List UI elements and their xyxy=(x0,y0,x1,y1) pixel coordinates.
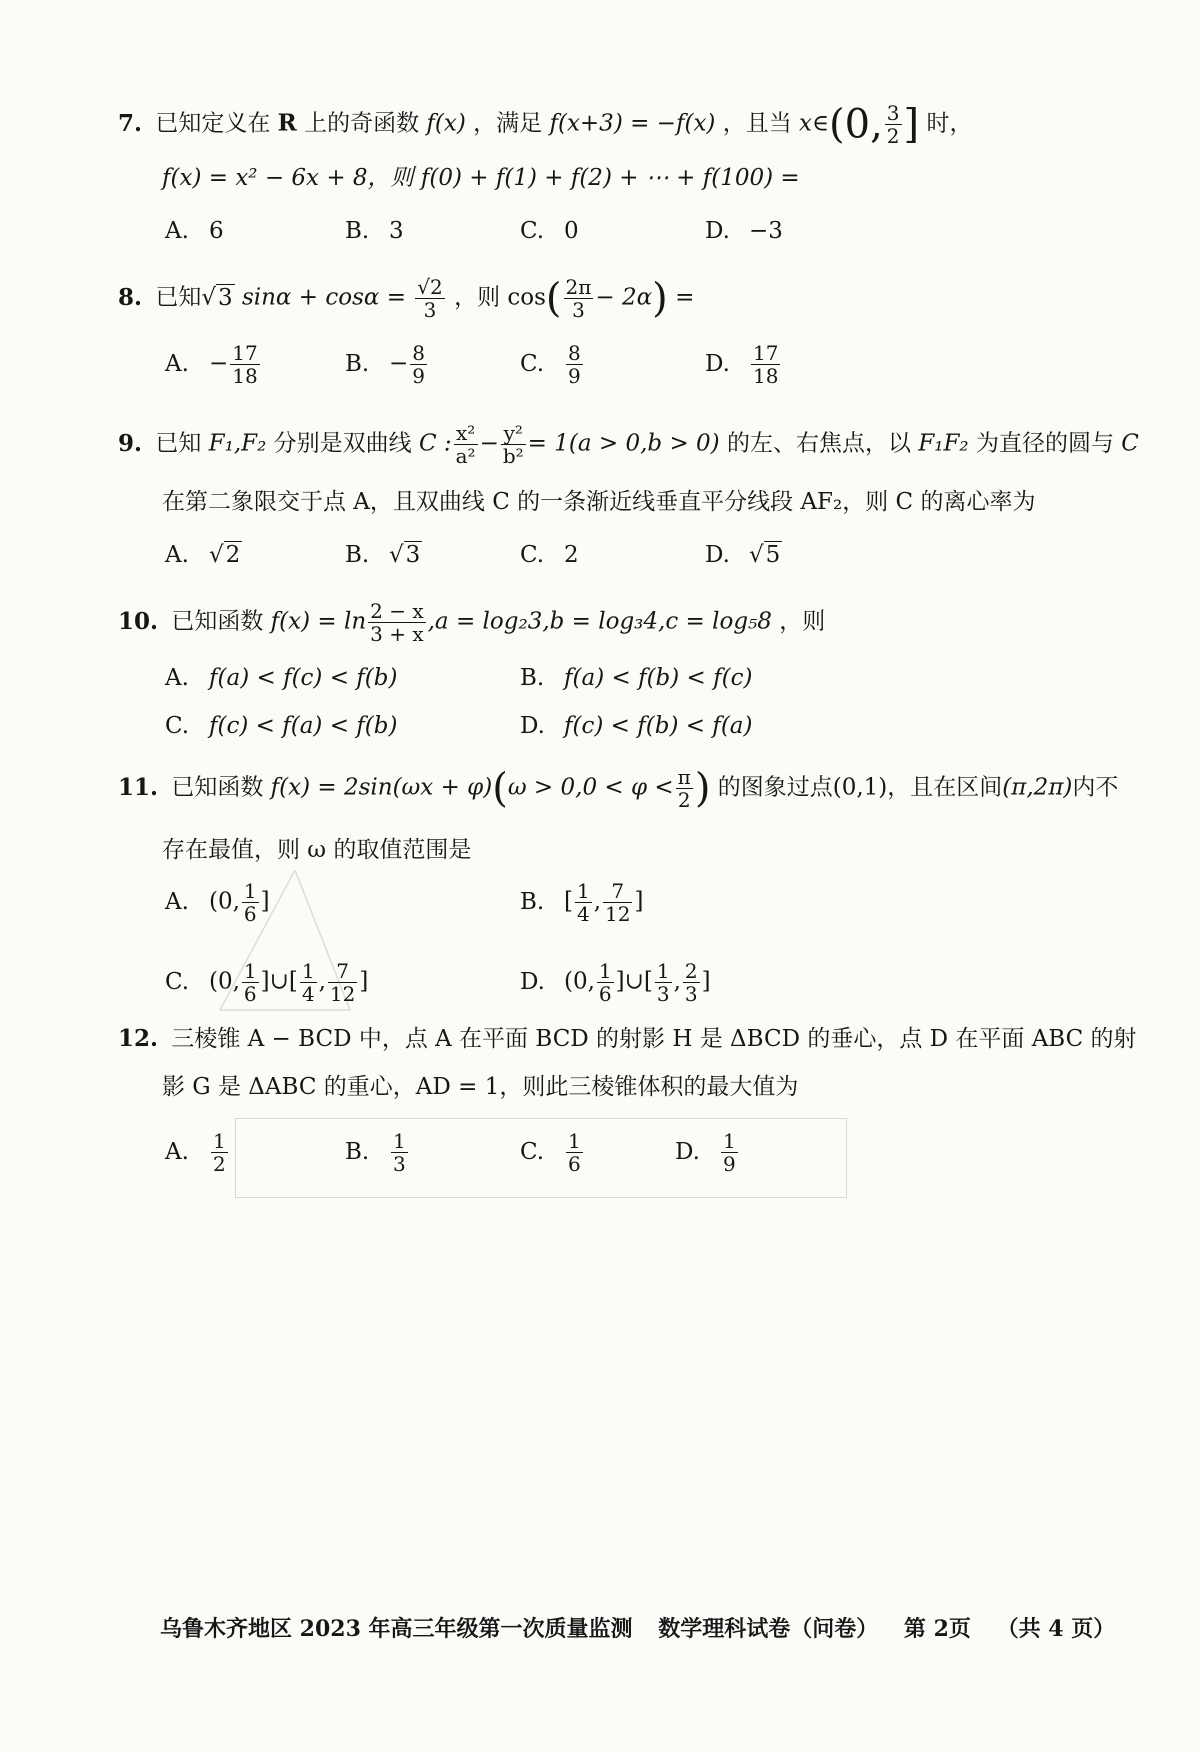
option-d[interactable]: D. −3 xyxy=(705,218,783,244)
option-b[interactable]: B. $\frac{1}{3}$ xyxy=(345,1129,406,1176)
option-d[interactable]: D. $\frac{17}{18}$ xyxy=(705,341,779,388)
fraction: $\frac{1}{4}$ xyxy=(301,959,315,1006)
question-number: 12. xyxy=(118,1025,159,1052)
question-9 xyxy=(118,421,1139,519)
option-c[interactable]: C. 0 xyxy=(520,218,579,244)
option-a[interactable]: A. f(a) < f(c) < f(b) xyxy=(165,665,398,691)
footer-exam-title: 乌鲁木齐地区 2023 年高三年级第一次质量监测 xyxy=(160,1616,633,1642)
page-footer xyxy=(160,1612,1116,1643)
fraction: $\frac{1}{3}$ xyxy=(656,959,670,1006)
option-a[interactable]: A. $\frac{1}{2}$ xyxy=(165,1129,226,1176)
fraction: $\frac{\text{x²}}{\text{a²}}$ xyxy=(455,421,476,468)
fraction: $\frac{1}{6}$ xyxy=(598,959,612,1006)
option-c[interactable]: C. f(c) < f(a) < f(b) xyxy=(165,713,398,739)
question-12-stem-line2: 影 G 是 ΔABC 的重心，AD = 1，则此三棱锥体积的最大值为 xyxy=(162,1074,799,1100)
fraction: $\frac{17}{18}$ xyxy=(232,341,258,388)
footer-total-pages: （共 4 页） xyxy=(996,1616,1116,1642)
fraction: $\frac{1}{6}$ xyxy=(243,959,257,1006)
question-10-stem: 10. 已知函数 f(x) = ln $\frac{2 - x}{3 + x}$ ,a = log₂3,b = log₃4,c = log₅8 ，则 xyxy=(118,599,826,646)
question-9-stem-line2: 在第二象限交于点 A，且双曲线 C 的一条渐近线垂直平分线段 AF₂，则 C 的离心率为 xyxy=(162,489,1036,515)
fraction: $\frac{7}{12}$ xyxy=(605,879,631,926)
fraction: $\frac{1}{2}$ xyxy=(213,1129,226,1176)
fraction: $\frac{2}{3}$ xyxy=(684,959,698,1006)
question-11-stem: 11. 已知函数 f(x) = 2sin(ωx + φ)(ω > 0,0 < φ < $\frac{\pi}{2}$ ) 的图象过点(0,1)，且在区间(π,2π)内不 xyxy=(118,765,1119,812)
fraction: $\frac{2 - x}{3 + x}$ xyxy=(370,599,424,646)
option-c[interactable]: C. $\frac{1}{6}$ xyxy=(520,1129,581,1176)
fraction: $\frac{1}{6}$ xyxy=(243,879,257,926)
option-b[interactable]: B. [ $\frac{1}{4}$ , $\frac{7}{12}$ ] xyxy=(520,879,644,926)
fraction: $\frac{\pi}{2}$ xyxy=(677,765,691,812)
question-9-stem: 9. 已知 F₁,F₂ 分别是双曲线 C : $\frac{\text{x²}}{\text{a²}}$ − $\frac{\text{y²}}{\text{b²}}$ = 1(a > 0,b > 0) 的左、右焦点，以 F₁F₂ 为直径的圆与 C xyxy=(118,421,1139,468)
option-d[interactable]: D. $\frac{1}{9}$ xyxy=(675,1129,736,1176)
question-number: 9. xyxy=(118,429,143,457)
option-c[interactable]: C. 2 xyxy=(520,542,579,568)
option-a[interactable]: A. − $\frac{17}{18}$ xyxy=(165,341,258,388)
fraction: $\frac{8}{9}$ xyxy=(412,341,426,388)
option-b[interactable]: B. 3 xyxy=(345,218,404,244)
fraction: $\frac{17}{18}$ xyxy=(753,341,779,388)
option-d[interactable]: D. √5 xyxy=(705,542,781,568)
fraction: $\frac{1}{3}$ xyxy=(393,1129,406,1176)
question-8-stem: 8. 已知√3 sinα + cosα = $\frac{√2}{3}$ ，则 cos( $\frac{2\pi}{3}$ − 2α) = xyxy=(118,275,695,322)
question-11-stem-line2: 存在最值，则 ω 的取值范围是 xyxy=(162,837,472,863)
option-b[interactable]: B. − $\frac{8}{9}$ xyxy=(345,341,426,388)
option-a[interactable]: A. √2 xyxy=(165,542,241,568)
fraction: $\frac{\text{y²}}{\text{b²}}$ xyxy=(502,421,524,468)
fraction: $\frac{8}{9}$ xyxy=(568,341,581,388)
option-a[interactable]: A. (0, $\frac{1}{6}$ ] xyxy=(165,879,270,926)
question-11 xyxy=(118,765,1119,867)
fraction: $\frac{7}{12}$ xyxy=(329,959,356,1006)
question-number: 10. xyxy=(118,607,159,635)
option-b[interactable]: B. √3 xyxy=(345,542,421,568)
question-number: 8. xyxy=(118,283,143,311)
question-12 xyxy=(118,1022,1137,1104)
fraction: $\frac{1}{6}$ xyxy=(568,1129,581,1176)
footer-page-number: 第 2页 xyxy=(903,1616,971,1642)
option-c[interactable]: C. $\frac{8}{9}$ xyxy=(520,341,581,388)
option-d[interactable]: D. (0, $\frac{1}{6}$ ]∪[ $\frac{1}{3}$ , $\frac{2}{3}$ ] xyxy=(520,959,711,1006)
fraction: $\frac{2\pi}{3}$ xyxy=(565,275,592,322)
question-10 xyxy=(118,600,1078,645)
option-c[interactable]: C. (0, $\frac{1}{6}$ ]∪[ $\frac{1}{4}$ , $\frac{7}{12}$ ] xyxy=(165,959,369,1006)
option-a[interactable]: A. 6 xyxy=(165,218,224,244)
question-number: 11. xyxy=(118,773,159,801)
fraction: $\frac{1}{9}$ xyxy=(723,1129,736,1176)
footer-subject: 数学理科试卷（问卷） xyxy=(658,1616,879,1642)
option-b[interactable]: B. f(a) < f(b) < f(c) xyxy=(520,665,753,691)
question-7-stem-line2: f(x) = x² − 6x + 8，则 f(0) + f(1) + f(2) + ⋯ + f(100) = xyxy=(162,165,800,191)
fraction: $\frac{√2}{3}$ xyxy=(417,275,443,322)
question-7 xyxy=(118,102,1078,195)
option-d[interactable]: D. f(c) < f(b) < f(a) xyxy=(520,713,753,739)
question-12-stem: 12. 三棱锥 A − BCD 中，点 A 在平面 BCD 的射影 H 是 ΔBCD 的垂心，点 D 在平面 ABC 的射 xyxy=(118,1025,1137,1052)
question-8 xyxy=(118,276,1078,321)
fraction: $\frac{3}{2}$ xyxy=(886,101,900,148)
question-7-stem: 7. 已知定义在 R 上的奇函数 f(x) ，满足 f(x+3) = −f(x) ，且当 x∈(0, $\frac{3}{2}$ ] 时， xyxy=(118,101,973,148)
fraction: $\frac{1}{4}$ xyxy=(576,879,590,926)
question-number: 7. xyxy=(118,109,143,137)
